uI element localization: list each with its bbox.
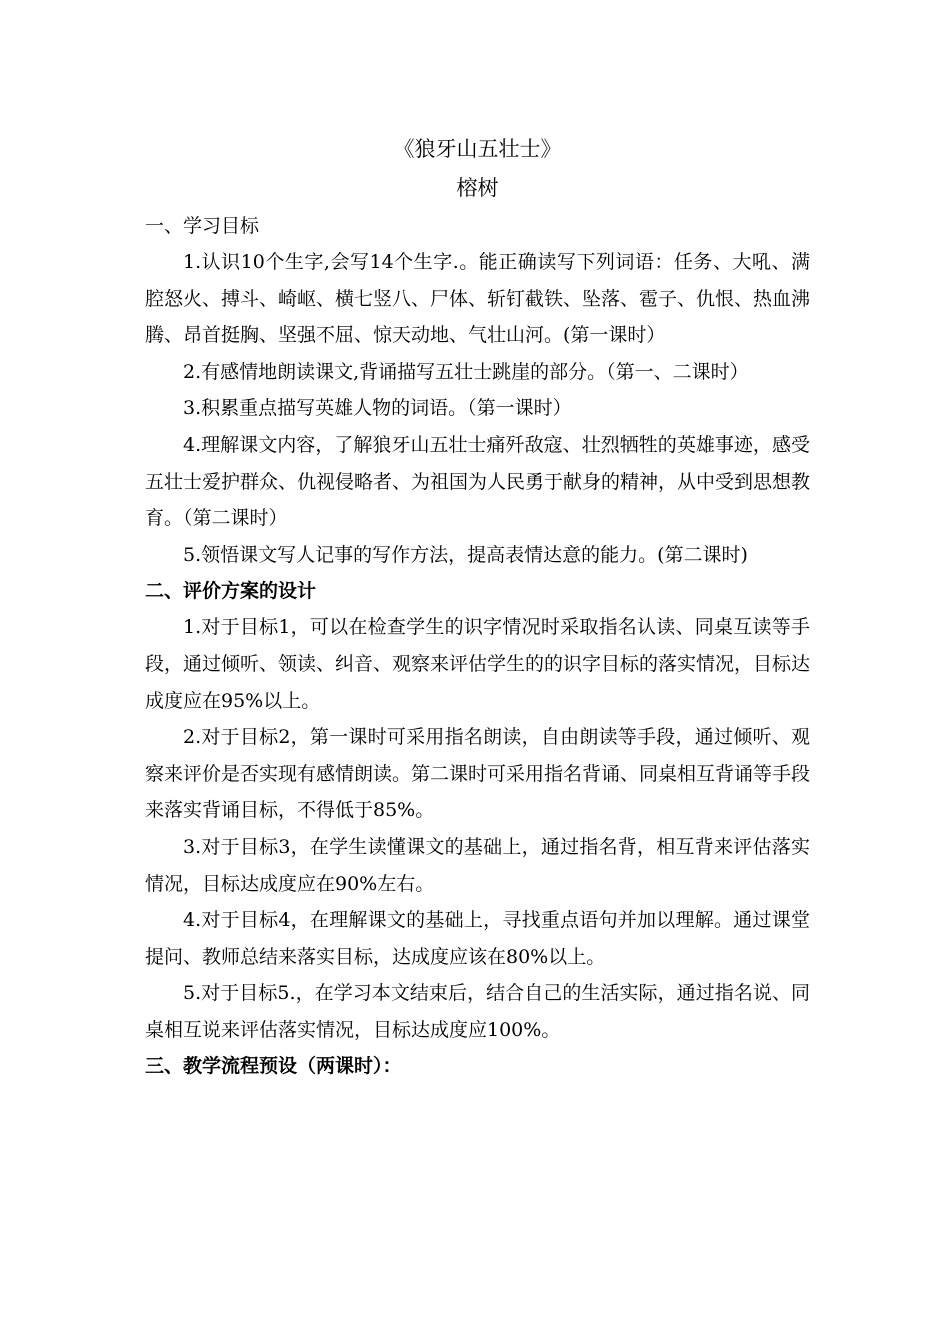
section-heading: 二、评价方案的设计 — [145, 580, 317, 603]
goal-paragraph-2: 2.有感情地朗读课文,背诵描写五壮士跳崖的部分。（第一、二课时） — [183, 360, 749, 383]
section-learning-goals — [145, 208, 810, 573]
section-evaluation-design — [145, 573, 810, 1048]
evaluation-paragraph-2: 2.对于目标2，第一课时可采用指名朗读，自由朗读等手段，通过倾听、观察来评价是否实现有感情朗读。第二课时可采用指名背诵、同桌相互背诵等手段来落实背诵目标，不得低于85%。 — [145, 726, 811, 822]
evaluation-paragraph-1: 1.对于目标1，可以在检查学生的识字情况时采取指名认读、同桌互读等手段，通过倾听、领读、纠音、观察来评估学生的的识字目标的落实情况，目标达成度应在95%以上。 — [145, 616, 811, 712]
evaluation-paragraph-4: 4.对于目标4，在理解课文的基础上，寻找重点语句并加以理解。通过课堂提问、教师总结来落实目标，达成度应该在80%以上。 — [145, 909, 810, 968]
goal-paragraph-3: 3.积累重点描写英雄人物的词语。（第一课时） — [183, 397, 572, 420]
document-body — [145, 130, 810, 1084]
goal-paragraph-1: 1.认识10个生字,会写14个生字.。能正确读写下列词语：任务、大吼、满腔怒火、搏斗、崎岖、横七竖八、尸体、斩钉截铁、坠落、雹子、仇恨、热血沸腾、昂首挺胸、坚强不屈、惊天动地、气壮山河。(第一课时） — [145, 251, 811, 347]
document-author: 榕树 — [456, 176, 499, 200]
evaluation-paragraph-5: 5.对于目标5.，在学习本文结束后，结合自己的生活实际，通过指名说、同桌相互说来评估落实情况，目标达成度应100%。 — [145, 982, 810, 1041]
section-heading: 三、教学流程预设（两课时）： — [145, 1055, 402, 1078]
evaluation-paragraph-3: 3.对于目标3，在学生读懂课文的基础上，通过指名背，相互背来评估落实情况，目标达成度应在90%左右。 — [145, 835, 810, 895]
goal-paragraph-5: 5.领悟课文写人记事的写作方法，提高表情达意的能力。(第二课时) — [183, 543, 748, 566]
goal-paragraph-4: 4.理解课文内容，了解狼牙山五壮士痛歼敌寇、壮烈牺牲的英雄事迹，感受五壮士爱护群众、仇视侵略者、为祖国为人民勇于献身的精神，从中受到思想教育。（第二课时） — [145, 433, 811, 530]
section-teaching-flow — [145, 1048, 810, 1084]
document-title: 《狼牙山五壮士》 — [393, 137, 562, 161]
section-heading: 一、学习目标 — [145, 215, 260, 237]
